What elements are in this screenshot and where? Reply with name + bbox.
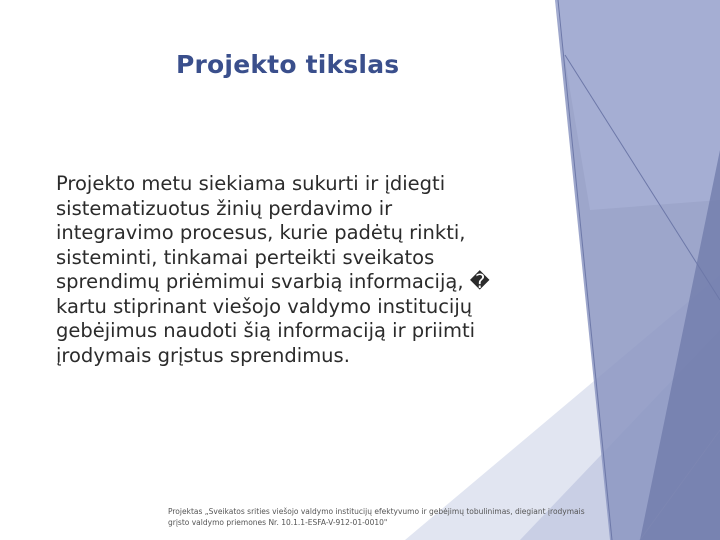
footer-line: grįsto valdymo priemones Nr. 10.1.1-ESFA-V-912-01-0010" — [168, 518, 388, 527]
body-line: gebėjimus naudoti šią informaciją ir priimti — [56, 319, 476, 342]
slide-footer — [168, 506, 628, 528]
body-line: sprendimų priėmimui svarbią informaciją, � — [56, 270, 490, 293]
body-line: Projekto metu siekiama sukurti ir įdiegti — [56, 172, 446, 195]
slide-title: Projekto tikslas — [176, 50, 400, 79]
body-line: kartu stiprinant viešojo valdymo institucijų — [56, 294, 473, 318]
body-line: sistematizuotus žinių perdavimo ir — [56, 196, 393, 220]
body-line: įrodymais grįstus sprendimus. — [56, 343, 350, 367]
body-line: integravimo procesus, kurie padėtų rinkti, — [56, 221, 466, 244]
body-line: sisteminti, tinkamai perteikti sveikatos — [56, 245, 435, 269]
footer-line: Projektas „Sveikatos srities viešojo valdymo institucijų efektyvumo ir gebėjimų tobulinimas, diegiant įrodymais — [168, 507, 585, 516]
slide-body-text — [56, 172, 556, 368]
